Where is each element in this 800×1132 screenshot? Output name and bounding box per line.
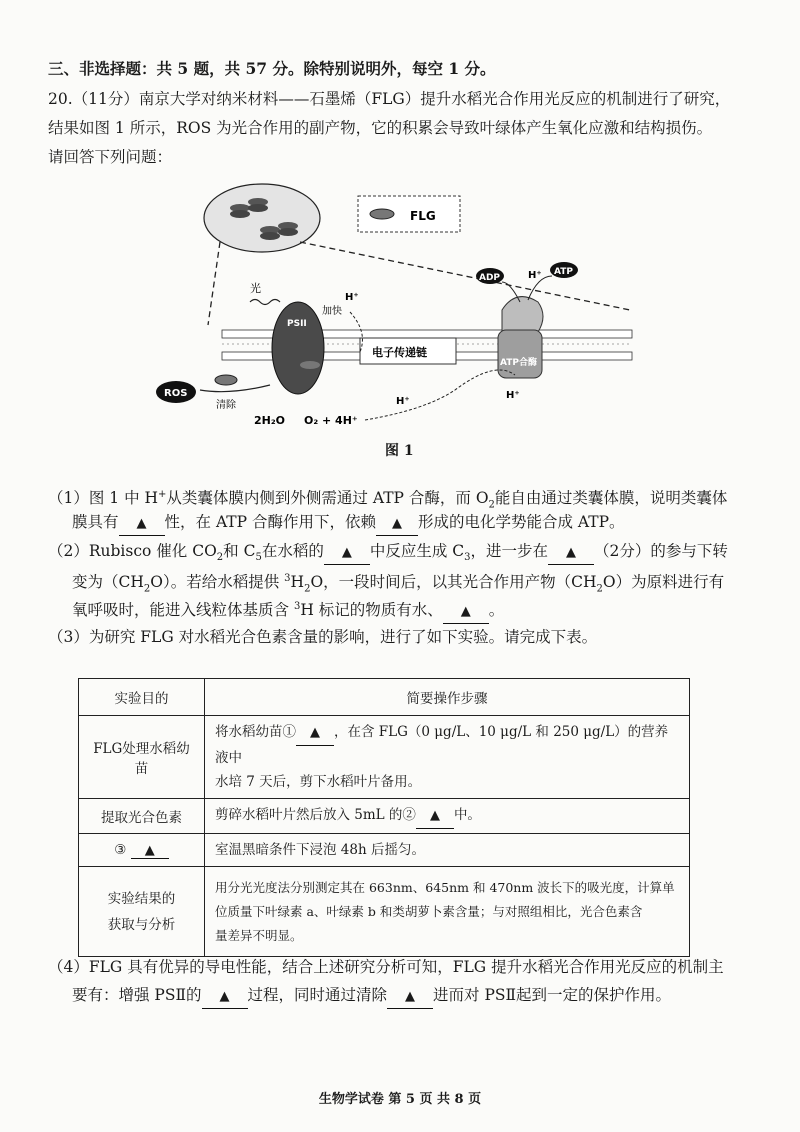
light-wave-icon [250, 300, 280, 305]
q2-text-c: 在水稻的 [261, 542, 324, 560]
q4-line1: （4）FLG 具有优异的导电性能，结合上述研究分析可知，FLG 提升水稻光合作用光反应的机制主 [48, 958, 724, 976]
page-footer: 生物学试卷 第 5 页 共 8 页 [318, 1092, 482, 1107]
row4-label-b: 获取与分析 [107, 916, 176, 933]
q1-line2 [72, 511, 625, 536]
h-plus-lumen-right-label: H⁺ [506, 390, 520, 401]
q1-blank-1[interactable]: ▲ [119, 513, 165, 536]
q2-text-l: 氧呼吸时，能进入线粒体基质含 [72, 601, 294, 620]
q2-text-j: O，一段时间后，以其光合作用产物（CH [310, 573, 597, 592]
row1-text-b: ，在含 FLG（0 μg/L、10 μg/L 和 250 μg/L）的营养液中 [215, 724, 669, 766]
q1-text-d: 膜具有 [72, 513, 119, 531]
q2-text-i: H [290, 573, 305, 592]
products-label: O₂ + 4H⁺ [304, 414, 358, 427]
q2-line2: 变为$(CH_2O)$。若给水稻提供 $^3H_2O$，一段时间后，以其光合作用产物$(CH_2O)$为原料进行有 [72, 573, 725, 595]
question-20-line2: 结果如图 1 所示，ROS 为光合作用的副产物，它的积累会导致叶绿体产生氧化应激和结构损伤。 [48, 119, 713, 137]
row2-text-a: 剪碎水稻叶片然后放入 5mL 的② [215, 807, 416, 823]
q1-line1: （1）图 1 中 H+从类囊体膜内侧到外侧需通过 ATP 合酶，而 $O_2$能自由通过类囊体膜，说明类囊体 [48, 489, 728, 511]
q2-line1: （2）Rubisco 催化 $CO_2$和 $C_5$在水稻的 ▲ 中反应生成 $C_3$，进一步在 ▲ （2分）的参与下转 [48, 542, 728, 564]
ros-label: ROS [164, 388, 188, 399]
flg-legend-icon [370, 209, 394, 219]
row3-label: ③ [114, 841, 127, 858]
table-header-purpose: 实验目的 [79, 679, 205, 716]
table-blank-1[interactable]: ▲ [296, 721, 334, 746]
q2-text-a: （2）Rubisco 催化 CO [48, 542, 217, 560]
table-row [79, 716, 690, 799]
q4-text-c: 过程，同时通过清除 [247, 986, 388, 1004]
q1-text-e: 性，在 ATP 合酶作用下，依赖 [164, 513, 376, 531]
h-plus-top-label: H⁺ [345, 292, 359, 303]
h-plus-atp-label: H⁺ [528, 270, 542, 281]
q4-line2 [72, 984, 671, 1009]
q2-text-n: 。 [488, 601, 505, 620]
q2-text-g: 变为（CH [72, 573, 144, 592]
question-20-line3: 请回答下列问题： [48, 148, 173, 166]
table-blank-3[interactable]: ▲ [131, 843, 169, 859]
q2-text-h: O）。若给水稻提供 [150, 573, 285, 592]
q2-text-b: 和 C [223, 542, 256, 560]
q1-blank-2[interactable]: ▲ [376, 513, 418, 536]
legend-label: FLG [410, 209, 436, 223]
water-label: 2H₂O [254, 414, 286, 427]
q4-text-d: 进而对 PSⅡ起到一定的保护作用。 [433, 986, 672, 1004]
row4-text-a: 用分光光度法分别测定其在 663nm、645nm 和 470nm 波长下的吸光度，计算单 [215, 879, 675, 895]
q2-blank-2[interactable]: ▲ [548, 542, 594, 565]
table-row [79, 799, 690, 834]
q1-text-b: 从类囊体膜内侧到外侧需通过 ATP 合酶，而 O [166, 489, 489, 508]
table-cell-purpose-2: 提取光合色素 [79, 799, 205, 834]
q2-text-f: （2分）的参与下转 [594, 542, 728, 560]
row1-text-a: 将水稻幼苗① [215, 724, 296, 740]
figure-caption: 图 1 [385, 443, 414, 459]
atp-synthase-label: ATP合酶 [500, 358, 538, 368]
table-cell-steps-3: 室温黑暗条件下浸泡 48h 后摇匀。 [205, 834, 690, 867]
q2-text-m: H 标记的物质有水、 [300, 601, 443, 620]
q1-text-a: （1）图 1 中 H [48, 489, 159, 508]
table-cell-purpose-3 [79, 834, 205, 867]
q4-blank-1[interactable]: ▲ [202, 986, 248, 1009]
speed-up-label: 加快 [322, 306, 342, 317]
etc-label: 电子传递链 [372, 346, 427, 359]
q4-text-b: 要有：增强 PSⅡ的 [72, 986, 202, 1004]
q2-blank-1[interactable]: ▲ [324, 542, 370, 565]
q2-blank-3[interactable]: ▲ [443, 601, 489, 624]
flg-particle-icon [215, 375, 237, 385]
table-cell-steps-4 [205, 867, 690, 957]
table-blank-2[interactable]: ▲ [416, 804, 454, 829]
psii-label: PSII [287, 319, 307, 329]
table-row [79, 834, 690, 867]
table-header-steps: 简要操作步骤 [205, 679, 690, 716]
row1-text-c: 水培 7 天后，剪下水稻叶片备用。 [215, 774, 422, 790]
experiment-table [78, 678, 690, 957]
q2-text-e: ，进一步在 [470, 542, 549, 560]
adp-label: ADP [479, 273, 501, 283]
row4-text-c: 量差异不明显。 [215, 927, 303, 943]
table-cell-steps-1 [205, 716, 690, 799]
clear-label: 清除 [216, 400, 236, 411]
table-cell-steps-2 [205, 799, 690, 834]
table-cell-purpose-1: FLG处理水稻幼苗 [79, 716, 205, 799]
figure-1-thylakoid-diagram [150, 180, 670, 438]
table-cell-purpose-4 [79, 867, 205, 957]
q2-text-d: 中反应生成 C [369, 542, 465, 560]
row2-text-b: 中。 [453, 807, 481, 823]
row4-text-b: 位质量下叶绿素 a、叶绿素 b 和类胡萝卜素含量；与对照组相比，光合色素含 [215, 903, 643, 919]
atp-label: ATP [554, 267, 574, 277]
light-label: 光 [250, 282, 261, 295]
section-header: 三、非选择题：共 5 题，共 57 分。除特别说明外，每空 1 分。 [48, 59, 496, 78]
question-20-line1: 20.（11分）南京大学对纳米材料——石墨烯（FLG）提升水稻光合作用光反应的机制进行了研究， [48, 90, 731, 108]
table-row [79, 867, 690, 957]
q1-text-c: 能自由通过类囊体膜，说明类囊体 [494, 489, 728, 508]
q2-text-k: O）为原料进行有 [602, 573, 725, 592]
h-plus-lumen-label: H⁺ [396, 396, 410, 407]
q2-line3: 氧呼吸时，能进入线粒体基质含 $^3$H 标记的物质有水、 ▲ 。 [72, 596, 504, 624]
q1-text-f: 形成的电化学势能合成 ATP。 [417, 513, 625, 531]
table-header-row [79, 679, 690, 716]
psii-complex [272, 302, 324, 394]
q3-line: （3）为研究 FLG 对水稻光合色素含量的影响，进行了如下实验。请完成下表。 [48, 628, 598, 646]
q4-blank-2[interactable]: ▲ [387, 986, 433, 1009]
row4-label-a: 实验结果的 [107, 890, 176, 907]
